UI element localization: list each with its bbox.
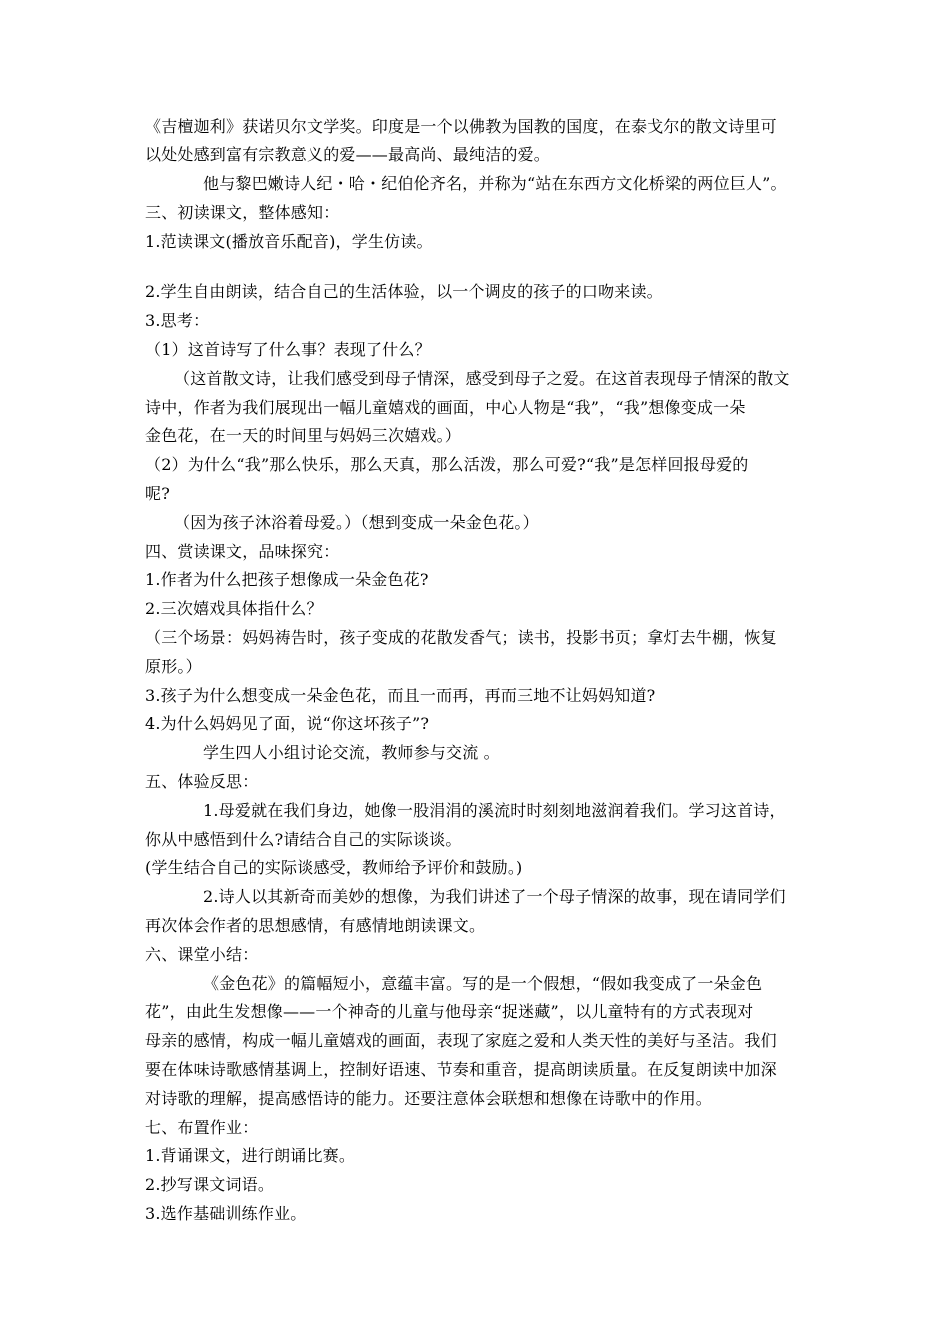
text-line: 花”，由此生发想像——一个神奇的儿童与他母亲“捉迷藏”，以儿童特有的方式表现对 bbox=[145, 1002, 754, 1021]
text-line: 《吉檀迦利》获诺贝尔文学奖。印度是一个以佛教为国教的国度，在泰戈尔的散文诗里可 bbox=[145, 117, 777, 136]
text-line: 他与黎巴嫩诗人纪・哈・纪伯伦齐名，并称为“站在东西方文化桥梁的两位巨人”。 bbox=[203, 174, 787, 193]
section-heading: 五、体验反思： bbox=[145, 772, 259, 791]
text-line: 1.作者为什么把孩子想像成一朵金色花? bbox=[145, 570, 429, 589]
text-line: 1.母爱就在我们身边，她像一股涓涓的溪流时时刻刻地滋润着我们。学习这首诗， bbox=[203, 801, 786, 820]
text-line: 3.选作基础训练作业。 bbox=[145, 1204, 307, 1223]
section-heading: 四、赏读课文，品味探究： bbox=[145, 542, 340, 561]
section-heading: 六、课堂小结： bbox=[145, 945, 259, 964]
section-heading: 三、初读课文，整体感知： bbox=[145, 203, 340, 222]
text-line: 金色花，在一天的时间里与妈妈三次嬉戏。） bbox=[145, 426, 462, 445]
section-heading: 七、布置作业： bbox=[145, 1118, 259, 1137]
text-line: （因为孩子沐浴着母爱。）（想到变成一朵金色花。） bbox=[174, 513, 539, 532]
text-line: 2.学生自由朗读，结合自己的生活体验，以一个调皮的孩子的口吻来读。 bbox=[145, 282, 663, 301]
text-line: 要在体味诗歌感情基调上，控制好语速、节奏和重音，提高朗读质量。在反复朗读中加深 bbox=[145, 1060, 777, 1079]
text-line: （1）这首诗写了什么事？表现了什么？ bbox=[145, 340, 431, 359]
text-line: 2.抄写课文词语。 bbox=[145, 1175, 275, 1194]
text-line: 1.范读课文(播放音乐配音)，学生仿读。 bbox=[145, 232, 433, 251]
text-line: （2）为什么“我”那么快乐，那么天真，那么活泼，那么可爱?“我”是怎样回报母爱的 bbox=[145, 455, 749, 474]
text-line: 《金色花》的篇幅短小，意蕴丰富。写的是一个假想，“假如我变成了一朵金色 bbox=[203, 974, 763, 993]
text-line: 再次体会作者的思想感情，有感情地朗读课文。 bbox=[145, 916, 486, 935]
text-line: 2.三次嬉戏具体指什么？ bbox=[145, 599, 323, 618]
text-line: 对诗歌的理解，提高感悟诗的能力。还要注意体会联想和想像在诗歌中的作用。 bbox=[145, 1089, 713, 1108]
text-line: （三个场景：妈妈祷告时，孩子变成的花散发香气；读书，投影书页；拿灯去牛棚，恢复 bbox=[145, 628, 777, 647]
text-line: 2.诗人以其新奇而美妙的想像，为我们讲述了一个母子情深的故事，现在请同学们 bbox=[203, 887, 786, 906]
text-line: 呢? bbox=[145, 484, 170, 503]
text-line: （这首散文诗，让我们感受到母子情深，感受到母子之爱。在这首表现母子情深的散文 bbox=[174, 369, 790, 388]
text-line: 原形。） bbox=[145, 657, 202, 676]
text-line: 学生四人小组讨论交流，教师参与交流 。 bbox=[203, 743, 500, 762]
text-line: 3.孩子为什么想变成一朵金色花，而且一而再，再而三地不让妈妈知道? bbox=[145, 686, 656, 705]
text-line: 4.为什么妈妈见了面，说“你这坏孩子”? bbox=[145, 714, 430, 733]
text-line: 3.思考： bbox=[145, 311, 210, 330]
text-line: (学生结合自己的实际谈感受，教师给予评价和鼓励。) bbox=[145, 858, 523, 877]
text-line: 以处处感到富有宗教意义的爱——最高尚、最纯洁的爱。 bbox=[145, 145, 551, 164]
text-line: 诗中，作者为我们展现出一幅儿童嬉戏的画面，中心人物是“我”，“我”想像变成一朵 bbox=[145, 398, 746, 417]
text-line: 母亲的感情，构成一幅儿童嬉戏的画面，表现了家庭之爱和人类天性的美好与圣洁。我们 bbox=[145, 1031, 777, 1050]
text-line: 1.背诵课文，进行朗诵比赛。 bbox=[145, 1146, 356, 1165]
text-line: 你从中感悟到什么?请结合自己的实际谈谈。 bbox=[145, 830, 462, 849]
